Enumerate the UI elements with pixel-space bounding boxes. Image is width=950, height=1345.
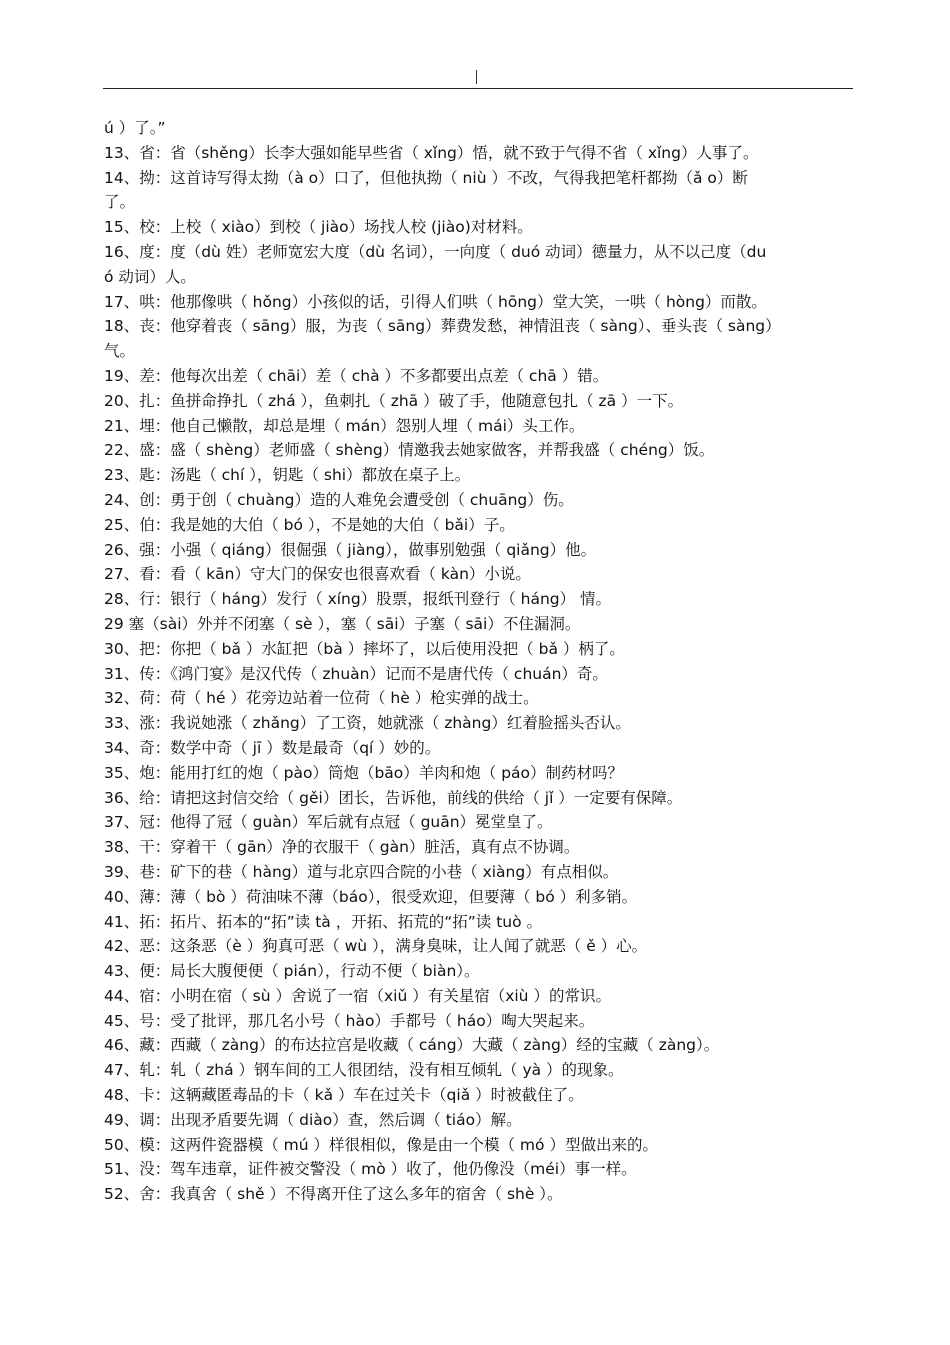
text-line: 19、差：他每次出差（ chāi）差（ chà ）不多都要出点差（ chā ）错。 bbox=[104, 366, 609, 385]
text-line: 36、给：请把这封信交给（ gěi）团长，告诉他，前线的供给（ jǐ ）一定要有保障。 bbox=[104, 788, 683, 807]
text-line: 了。 bbox=[104, 193, 136, 212]
text-line: 31、传：《鸿门宴》是汉代传（ zhuàn）记而不是唐代传（ chuán）奇。 bbox=[104, 664, 608, 683]
text-line: 21、埋：他自己懒散，却总是埋（ mán）怨别人埋（ mái）头工作。 bbox=[104, 416, 585, 435]
text-line: 34、奇：数学中奇（ jī ）数是最奇（qí ）妙的。 bbox=[104, 738, 441, 757]
text-line: 37、冠：他得了冠（ guàn）军后就有点冠（ guān）冕堂皇了。 bbox=[104, 813, 553, 832]
text-line: 41、拓：拓片、拓本的“拓”读 tà ，开拓、拓荒的“拓”读 tuò 。 bbox=[104, 912, 543, 931]
text-line: 38、干：穿着干（ gān）净的衣服干（ gàn）脏活，真有点不协调。 bbox=[104, 838, 580, 857]
text-line: 17、哄：他那像哄（ hǒng）小孩似的话，引得人们哄（ hōng）堂大笑，一哄（ hòng）而散。 bbox=[104, 292, 767, 311]
header-rule bbox=[103, 88, 853, 89]
text-line: 16、度：度（dù 姓）老师宽宏大度（dù 名词），一向度（ duó 动词）德量力，从不以己度（du bbox=[104, 242, 767, 261]
text-line: 25、伯：我是她的大伯（ bó ），不是她的大伯（ bǎi）子。 bbox=[104, 515, 515, 534]
text-line: 32、荷：荷（ hé ）花旁边站着一位荷（ hè ）枪实弹的战士。 bbox=[104, 689, 539, 708]
text-line: 22、盛：盛（ shèng）老师盛（ shèng）情邀我去她家做客，并帮我盛（ chéng）饭。 bbox=[104, 441, 715, 460]
text-line bbox=[104, 1207, 852, 1232]
text-line: 14、拗：这首诗写得太拗（à o）口了，但他执拗（ niù ）不改，气得我把笔杆都拗（ǎ o）断 bbox=[104, 168, 748, 187]
text-line: 42、恶：这条恶（è ）狗真可恶（ wù ），满身臭味，让人闻了就恶（ ě ）心。 bbox=[104, 937, 648, 956]
text-line: 40、薄：薄（ bò ）荷油味不薄（báo），很受欢迎，但要薄（ bó ）利多销。 bbox=[104, 887, 638, 906]
text-line: ó 动词）人。 bbox=[104, 267, 196, 286]
document-body bbox=[104, 116, 852, 1232]
text-line: 27、看：看（ kān）守大门的保安也很喜欢看（ kàn）小说。 bbox=[104, 565, 531, 584]
text-line: 18、丧：他穿着丧（ sāng）服，为丧（ sāng）葬费发愁，神情沮丧（ sàng）、垂头丧（ sàng） bbox=[104, 317, 781, 336]
text-line: 23、匙：汤匙（ chí ），钥匙（ shi）都放在桌子上。 bbox=[104, 466, 471, 485]
text-line: 29 塞（sài）外并不闭塞（ sè ），塞（ sāi）子塞（ sāi）不住漏洞。 bbox=[104, 614, 581, 633]
text-line: 33、涨：我说她涨（ zhǎng）了工资，她就涨（ zhàng）红着脸摇头否认。 bbox=[104, 714, 631, 733]
text-line: 50、模：这两件瓷器模（ mú ）样很相似，像是由一个模（ mó ）型做出来的。 bbox=[104, 1135, 658, 1154]
text-line: ú ）了。” bbox=[104, 119, 166, 137]
text-line: 46、藏：西藏（ zàng）的布达拉宫是收藏（ cáng）大藏（ zàng）经的宝藏（ zàng）。 bbox=[104, 1036, 720, 1055]
text-line: 28、行：银行（ háng）发行（ xíng）股票，报纸刊登行（ háng） 情。 bbox=[104, 590, 612, 609]
text-line: 43、便：局长大腹便便（ pián），行动不便（ biàn）。 bbox=[104, 962, 480, 981]
text-line: 30、把：你把（ bǎ ）水缸把（bà ）摔坏了，以后使用没把（ bǎ ）柄了。 bbox=[104, 639, 625, 658]
text-line: 48、卡：这辆藏匿毒品的卡（ kǎ ）车在过关卡（qiǎ ）时被截住了。 bbox=[104, 1086, 584, 1105]
text-line: 39、巷：矿下的巷（ hàng）道与北京四合院的小巷（ xiàng）有点相似。 bbox=[104, 862, 619, 881]
text-line: 气。 bbox=[104, 342, 136, 361]
text-line: 15、校：上校（ xiào）到校（ jiào）场找人校 (jiào)对材料。 bbox=[104, 218, 533, 237]
text-line: 24、创：勇于创（ chuàng）造的人难免会遭受创（ chuāng）伤。 bbox=[104, 490, 574, 509]
text-line: 20、扎：鱼拼命挣扎（ zhá ），鱼刺扎（ zhā ）破了手，他随意包扎（ zā ）一下。 bbox=[104, 391, 684, 410]
text-line: 51、没：驾车违章，证件被交警没（ mò ）收了，他仍像没（méi）事一样。 bbox=[104, 1160, 637, 1179]
text-line: 35、炮：能用打红的炮（ pào）筒炮（bāo）羊肉和炮（ páo）制药材吗？ bbox=[104, 763, 624, 782]
text-line: 13、省：省（shěng）长李大强如能早些省（ xǐng）悟，就不致于气得不省（ xǐng）人事了。 bbox=[104, 143, 759, 162]
text-line: 52、舍：我真舍（ shě ）不得离开住了这么多年的宿舍（ shè ）。 bbox=[104, 1185, 563, 1204]
text-line: 44、宿：小明在宿（ sù ）舍说了一宿（xiǔ ）有关星宿（xiù ）的常识。 bbox=[104, 986, 611, 1005]
text-line: 49、调：出现矛盾要先调（ diào）查，然后调（ tiáo）解。 bbox=[104, 1110, 522, 1129]
text-line: 26、强：小强（ qiáng）很倔强（ jiàng），做事别勉强（ qiǎng）他。 bbox=[104, 540, 597, 559]
text-line: 45、号：受了批评，那几名小号（ hào）手都号（ háo）啕大哭起来。 bbox=[104, 1011, 595, 1030]
text-line: 47、轧：轧（ zhá ）钢车间的工人很团结，没有相互倾轧（ yà ）的现象。 bbox=[104, 1061, 624, 1080]
header-mark bbox=[476, 70, 477, 84]
